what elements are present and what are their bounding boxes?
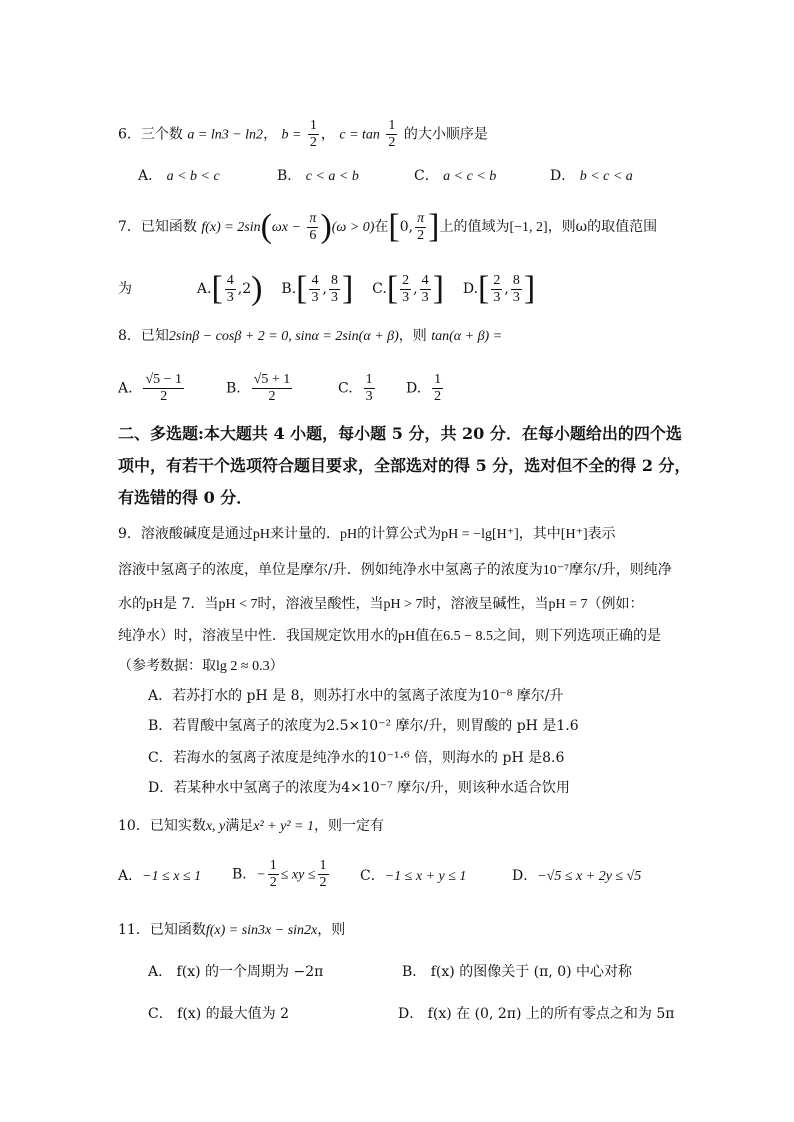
q9-line5: （参考数据：取lg 2 ≈ 0.3） — [118, 658, 284, 674]
q8-stem: 8．已知2sinβ − cosβ + 2 = 0, sinα = 2sin(α + β)，则 tan(α + β) = — [118, 328, 503, 344]
q8-ask: tan(α + β) = — [431, 329, 503, 344]
q11-option-b: B． f(x) 的图像关于 (π, 0) 中心对称 — [402, 964, 633, 980]
q7-func: f(x) = 2sin — [201, 220, 261, 235]
q9-line3: 水的pH是 7．当pH < 7时，溶液呈酸性，当pH > 7时，溶液呈碱性，当pH = 7（例如： — [118, 596, 644, 612]
q8-option-c: C. $\frac{1}{3}$ — [338, 372, 373, 404]
q11-option-d: D． f(x) 在 (0, 2π) 上的所有零点之和为 5π — [398, 1006, 675, 1022]
q9-option-a: A．若苏打水的 pH 是 8，则苏打水中的氢离子浓度为10⁻⁸ 摩尔/升 — [148, 688, 564, 704]
q7-pi6-frac: $\frac{\pi}{6}$ — [309, 210, 317, 243]
q9-option-c: C．若海水的氢离子浓度是纯净水的10⁻¹·⁶ 倍，则海水的 pH 是8.6 — [148, 750, 565, 766]
q10-option-d: D．−√5 ≤ x + 2y ≤ √5 — [512, 868, 642, 884]
q9-line4: 纯净水）时，溶液呈中性．我国规定饮用水的pH值在6.5 − 8.5之间，则下列选项正确的是 — [118, 628, 662, 644]
q6-b-frac: $\frac{1}{2}$ — [309, 118, 317, 150]
q8-option-a: A. $\frac{√5 - 1}{2}$ — [118, 372, 183, 404]
q6-c-frac: $\frac{1}{2}$ — [388, 118, 396, 150]
q9-option-b: B．若胃酸中氢离子的浓度为2.5×10⁻² 摩尔/升，则胃酸的 pH 是1.6 — [148, 718, 579, 734]
q7-wei: 为 — [118, 281, 132, 297]
q7-option-b: B.[ $\frac{4}{3}$ , $\frac{8}{3}$ ] — [281, 270, 354, 307]
q8-prefix: 8．已知 — [118, 328, 169, 344]
q6-a-expr: a = ln3 − ln2 — [187, 127, 264, 143]
q6-prefix: 6．三个数 — [118, 126, 183, 143]
q7-option-c: C.[ $\frac{2}{3}$ , $\frac{4}{3}$ ] — [372, 270, 444, 307]
q9-line1: 9．溶液酸碱度是通过pH来计量的．pH的计算公式为pH = −lg[H⁺]，其中[H⁺]表示 — [118, 526, 616, 542]
q11-option-a: A． f(x) 的一个周期为 −2π — [148, 964, 324, 980]
q7-stem: 7．已知函数 f(x) = 2sin(ωx − $\frac{\pi}{6}$ )(ω > 0)在[0, $\frac{\pi}{2}$ ]上的值域为[−1, 2]，则ω的取值范围 — [118, 208, 658, 245]
section2-line2: 项中，有若干个选项符合题目要求，全部选对的得 5 分，选对但不全的得 2 分， — [118, 456, 691, 475]
q10-option-c: C．−1 ≤ x + y ≤ 1 — [360, 868, 467, 884]
q9-option-d: D．若某种水中氢离子的浓度为4×10⁻⁷ 摩尔/升，则该种水适合饮用 — [148, 780, 570, 796]
q9-line2: 溶液中氢离子的浓度，单位是摩尔/升．例如纯净水中氢离子的浓度为10⁻⁷摩尔/升，则纯净 — [118, 562, 672, 578]
section2-line1: 二、多选题:本大题共 4 小题，每小题 5 分，共 20 分．在每小题给出的四个选 — [118, 424, 682, 443]
q10-stem: 10．已知实数x, y满足x² + y² = 1，则一定有 — [118, 818, 384, 834]
q7-option-a: A.[ $\frac{4}{3}$ ,2) — [196, 270, 263, 307]
q7-options — [118, 272, 535, 306]
q8-option-b: B. $\frac{√5 + 1}{2}$ — [226, 372, 291, 404]
q7-pi2-frac: $\frac{\pi}{2}$ — [417, 210, 425, 243]
q6-option-a: A． a < b < c — [138, 168, 220, 184]
q6-b-lhs: b = — [281, 127, 302, 143]
q8-expr: 2sinβ − cosβ + 2 = 0, sinα = 2sin(α + β) — [168, 329, 399, 344]
q10-option-b: B．− $\frac{1}{2}$ ≤ xy ≤ $\frac{1}{2}$ — [232, 858, 327, 890]
q11-option-c: C． f(x) 的最大值为 2 — [148, 1006, 289, 1022]
q6-suffix: 的大小顺序是 — [403, 126, 488, 143]
q11-stem: 11．已知函数f(x) = sin3x − sin2x，则 — [118, 922, 346, 938]
q6-c-lhs: c = tan — [339, 127, 380, 143]
section2-line3: 有选错的得 0 分． — [118, 488, 253, 507]
q6-option-c: C． a < c < b — [414, 168, 497, 184]
q7-option-d: D.[ $\frac{2}{3}$ , $\frac{8}{3}$ ] — [462, 270, 536, 307]
q6-option-d: D． b < c < a — [550, 168, 633, 184]
q6-stem: 6．三个数 a = ln3 − ln2， b = $\frac{1}{2}$ ， c = tan $\frac{1}{2}$ 的大小顺序是 — [118, 118, 488, 150]
q7-prefix: 7．已知函数 — [118, 219, 197, 235]
q9-formula: pH = −lg[H⁺] — [441, 527, 519, 542]
q6-option-b: B． c < a < b — [277, 168, 359, 184]
q8-option-d: D. $\frac{1}{2}$ — [406, 372, 442, 404]
q10-option-a: A．−1 ≤ x ≤ 1 — [118, 868, 202, 884]
